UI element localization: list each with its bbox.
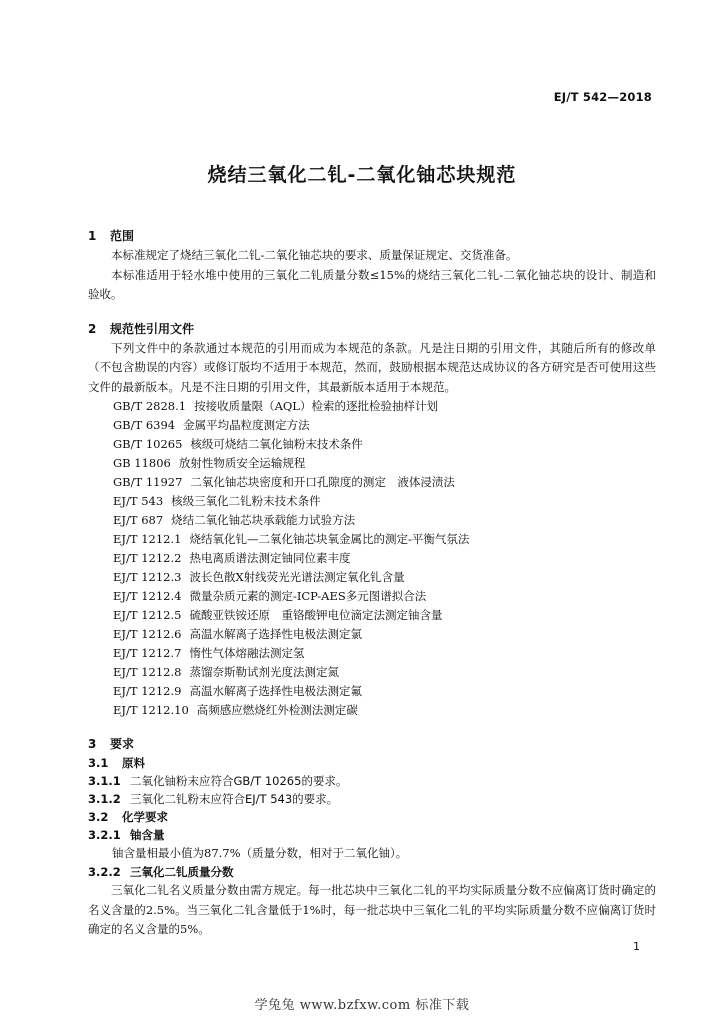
clause-3-1-1: [88, 772, 656, 790]
clause-title: 铀含量: [130, 828, 165, 842]
clause-number: 3.2.1: [88, 828, 121, 842]
reference-title: 高温水解离子选择性电极法测定氯: [189, 627, 362, 641]
reference-title: 核级可烧结二氧化铀粉末技术条件: [190, 437, 363, 451]
reference-code: EJ/T 1212.1: [113, 532, 182, 546]
reference-item: [113, 625, 656, 644]
clause-text: 铀含量相最小值为87.7%（质量分数，相对于二氧化铀）。: [112, 846, 408, 860]
reference-title: 微量杂质元素的测定-ICP-AES多元图谱拟合法: [189, 589, 427, 603]
reference-item: [113, 701, 656, 720]
reference-item: [113, 454, 656, 473]
subsection-3-1-heading: [88, 754, 656, 772]
section-number: 2: [88, 321, 97, 336]
subsection-title: 原料: [122, 756, 145, 770]
reference-title: 热电离质谱法测定铀同位素丰度: [189, 551, 351, 565]
reference-code: GB 11806: [113, 456, 171, 470]
reference-code: EJ/T 1212.3: [113, 570, 182, 584]
subsection-3-2-heading: [88, 808, 656, 826]
reference-title: 金属平均晶粒度测定方法: [183, 418, 310, 432]
clause-text: 二氧化铀粉末应符合GB/T 10265的要求。: [130, 774, 348, 788]
reference-code: EJ/T 1212.6: [113, 627, 182, 641]
paragraph: 本标准适用于轻水堆中使用的三氧化二钆质量分数≤15%的烧结三氧化二钆-二氧化铀芯块的设计、制造和验收。: [88, 267, 656, 301]
page-title: 烧结三氧化二钆-二氧化铀芯块规范: [207, 164, 517, 186]
reference-title: 高频感应燃烧红外检测法测定碳: [196, 703, 358, 717]
footer-watermark: 学兔兔 www.bzfxw.com 标准下载: [254, 998, 470, 1013]
document-body: [88, 220, 656, 940]
paragraph: 本标准规定了烧结三氧化二钆-二氧化铀芯块的要求、质量保证规定、交货准备。: [111, 248, 518, 262]
section-1-heading: [88, 226, 656, 246]
reference-item: [113, 416, 656, 435]
reference-code: GB/T 10265: [113, 437, 183, 451]
reference-title: 烧结二氧化铀芯块承载能力试验方法: [171, 513, 356, 527]
reference-list: [113, 397, 656, 720]
reference-code: EJ/T 543: [113, 494, 164, 508]
section-title: 要求: [110, 737, 135, 751]
reference-code: EJ/T 1212.2: [113, 551, 182, 565]
reference-item: [113, 473, 656, 492]
section-2-heading: [88, 319, 656, 339]
clause-3-1-2: [88, 790, 656, 808]
reference-item: [113, 435, 656, 454]
subsection-number: 3.1: [88, 756, 109, 770]
clause-title: 三氧化二钆质量分数: [130, 865, 234, 879]
reference-code: EJ/T 1212.9: [113, 684, 182, 698]
reference-title: 高温水解离子选择性电极法测定氟: [189, 684, 362, 698]
reference-item: [113, 511, 656, 530]
reference-title: 惰性气体熔融法测定氢: [189, 646, 305, 660]
reference-title: 放射性物质安全运输规程: [178, 456, 306, 470]
reference-code: GB/T 11927: [113, 475, 183, 489]
reference-title: 波长色散X射线荧光光谱法测定氧化钆含量: [189, 570, 405, 584]
clause-number: 3.2.2: [88, 865, 121, 879]
section-3-heading: [88, 734, 656, 754]
reference-code: EJ/T 1212.7: [113, 646, 182, 660]
subsection-number: 3.2: [88, 810, 109, 824]
section-title: 范围: [110, 229, 135, 243]
clause-3-2-2-heading: [88, 863, 656, 881]
clause-text: 三氧化二钆粉末应符合EJ/T 543的要求。: [130, 792, 339, 806]
reference-title: 蒸馏奈斯勒试剂光度法测定氮: [189, 665, 339, 679]
clause-number: 3.1.1: [88, 774, 121, 788]
reference-item: [113, 644, 656, 663]
paragraph: 下列文件中的条款通过本规范的引用而成为本规范的条款。凡是注日期的引用文件，其随后所有的修改单（不包含勘误的内容）或修订版均不适用于本规范，然而，鼓励根据本规范达成协议的各方研究是否可使用这些文件的最新版本。凡是不注日期的引用文件，其最新版本适用于本规范。: [88, 340, 656, 394]
reference-item: [113, 606, 656, 625]
reference-code: GB/T 2828.1: [113, 399, 187, 413]
clause-3-2-1-heading: [88, 826, 656, 844]
clause-number: 3.1.2: [88, 792, 121, 806]
paragraph: 三氧化二钆名义质量分数由需方规定。每一批芯块中三氧化二钆的平均实际质量分数不应偏离订货时确定的名义含量的2.5%。当三氧化二钆含量低于1%时，每一批芯块中三氧化二钆的平均实际质量分数不应偏离订货时确定的名义含量的5%。: [88, 883, 656, 936]
reference-item: [113, 682, 656, 701]
reference-title: 按接收质量限（AQL）检索的逐批检验抽样计划: [194, 399, 438, 413]
reference-item: [113, 549, 656, 568]
reference-code: GB/T 6394: [113, 418, 176, 432]
reference-title: 二氧化铀芯块密度和开口孔隙度的测定 液体浸渍法: [190, 475, 455, 489]
reference-code: EJ/T 1212.8: [113, 665, 182, 679]
section-title: 规范性引用文件: [110, 321, 195, 336]
page-number: 1: [633, 940, 640, 953]
reference-code: EJ/T 1212.10: [113, 703, 189, 717]
reference-item: [113, 663, 656, 682]
reference-item: [113, 492, 656, 511]
reference-title: 硫酸亚铁铵还原 重铬酸钾电位滴定法测定铀含量: [189, 608, 443, 622]
reference-item: [113, 530, 656, 549]
section-number: 3: [88, 737, 97, 751]
reference-item: [113, 587, 656, 606]
section-number: 1: [88, 229, 97, 243]
reference-item: [113, 397, 656, 416]
reference-code: EJ/T 1212.4: [113, 589, 182, 603]
reference-title: 核级三氧化二钆粉末技术条件: [171, 494, 321, 508]
subsection-title: 化学要求: [122, 810, 168, 824]
standard-code: EJ/T 542—2018: [553, 90, 652, 104]
reference-item: [113, 568, 656, 587]
reference-code: EJ/T 1212.5: [113, 608, 182, 622]
reference-code: EJ/T 687: [113, 513, 164, 527]
reference-title: 烧结氧化钆—二氧化铀芯块氧金属比的测定-平衡气氛法: [189, 532, 470, 546]
